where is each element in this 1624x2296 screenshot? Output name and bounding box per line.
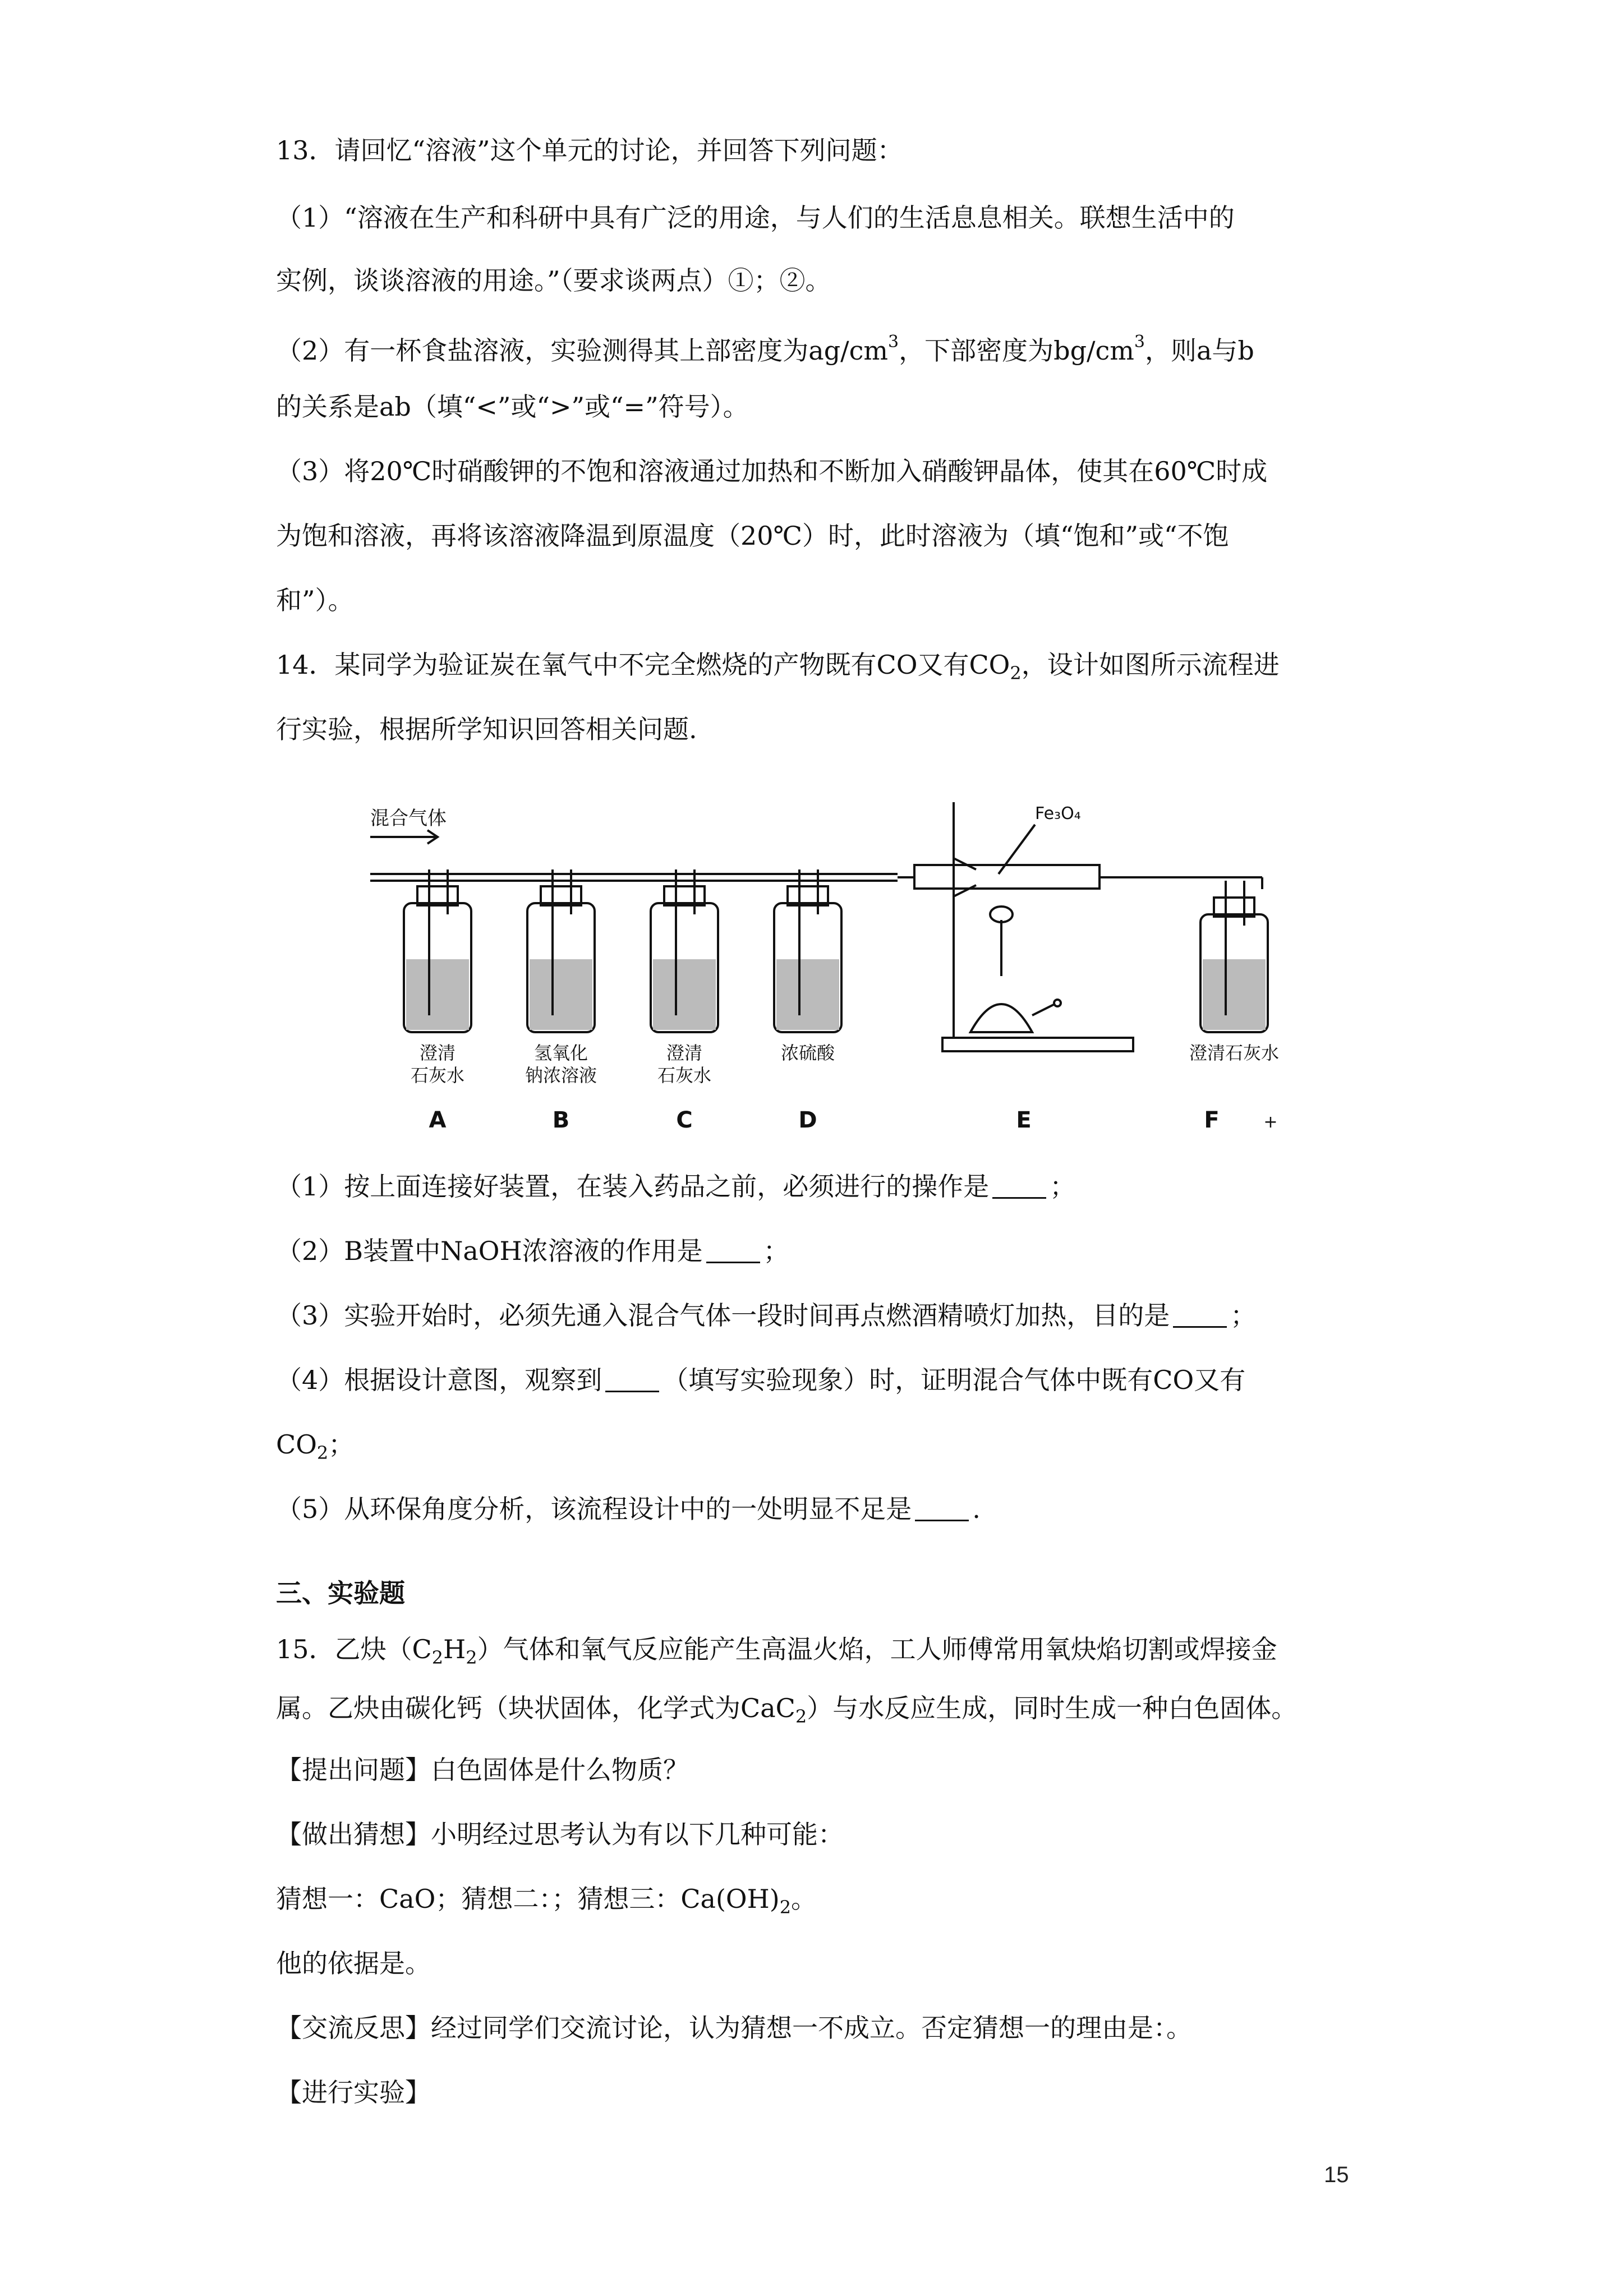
bottle-c-label2: 石灰水: [657, 1065, 712, 1086]
q15-experiment: 【进行实验】: [276, 2077, 431, 2108]
q14-line1: 14．某同学为验证炭在氧气中不完全燃烧的产物既有CO又有$CO_2$，设计如图所示流程进: [276, 650, 1280, 684]
q15-line2: 属。乙炔由碳化钙（块状固体，化学式为CaC$_2$）与水反应生成，同时生成一种白色固体。: [276, 1693, 1298, 1727]
letter-a: A: [429, 1107, 447, 1133]
letter-e: E: [1016, 1107, 1032, 1133]
q14-sub5: （5）从环保角度分析，该流程设计中的一处明显不足是 .: [276, 1494, 981, 1524]
q14-sub1: （1）按上面连接好装置，在装入药品之前，必须进行的操作是 ；: [276, 1171, 1076, 1202]
q14-sub4-line1: （4）根据设计意图，观察到 （填写实验现象）时，证明混合气体中既有CO又有: [276, 1365, 1246, 1395]
bottle-f-label1: 澄清石灰水: [1189, 1042, 1280, 1064]
answer-blank: [605, 1368, 659, 1392]
bottle-b-label1: 氢氧化: [533, 1042, 588, 1064]
q15-ask: 【提出问题】白色固体是什么物质？: [276, 1755, 689, 1785]
q13-part1-line1: （1）“溶液在生产和科研中具有广泛的用途，与人们的生活息息相关。联想生活中的: [276, 203, 1235, 233]
bottle-d: [774, 869, 841, 1032]
q15-reflect: 【交流反思】经过同学们交流讨论，认为猜想一不成立。否定猜想一的理由是：。: [276, 2013, 1192, 2043]
gas-label: 混合气体: [370, 807, 447, 830]
q13-part2-line2: 的关系是ab（填“<”或“>”或“=”符号）。: [276, 392, 749, 422]
q15-guess: 【做出猜想】小明经过思考认为有以下几种可能：: [276, 1819, 844, 1849]
q14-line2: 行实验，根据所学知识回答相关问题.: [276, 714, 697, 744]
bottle-a: [404, 869, 471, 1032]
q13-part3-line3: 和”）。: [276, 585, 354, 615]
page-number: 15: [1324, 2162, 1349, 2187]
bottle-b: [527, 869, 595, 1032]
q15-guesses: 猜想一：CaO；猜想二：；猜想三：$Ca(OH)_2$。: [276, 1884, 817, 1918]
answer-blank: [706, 1239, 760, 1263]
letter-c: C: [676, 1107, 693, 1133]
q14-sub3: （3）实验开始时，必须先通入混合气体一段时间再点燃酒精喷灯加热，目的是 ；: [276, 1300, 1257, 1331]
bottle-f: [1200, 881, 1268, 1032]
plus-mark: +: [1263, 1112, 1278, 1132]
bottle-b-label2: 钠浓溶液: [525, 1065, 597, 1086]
q13-part3-line1: （3）将20℃时硝酸钾的不饱和溶液通过加热和不断加入硝酸钾晶体，使其在60℃时成: [276, 456, 1268, 486]
bottle-a-label1: 澄清: [419, 1042, 456, 1064]
fe3o4-label: Fe₃O₄: [1035, 804, 1081, 823]
bottle-c-label1: 澄清: [666, 1042, 703, 1064]
answer-blank: [915, 1497, 969, 1521]
bottle-a-label2: 石灰水: [410, 1065, 465, 1086]
q13-title: 13．请回忆“溶液”这个单元的讨论，并回答下列问题：: [276, 135, 903, 165]
q15-line1: 15．乙炔$(C_2H_2)$气体和氧气反应能产生高温火焰，工人师傅常用氧炔焰切割或焊接金: [276, 1634, 1277, 1668]
letter-f: F: [1204, 1107, 1220, 1133]
q15-basis: 他的依据是。: [276, 1948, 431, 1978]
q13-part3-line2: 为饱和溶液，再将该溶液降温到原温度（20℃）时，此时溶液为（填“饱和”或“不饱: [276, 521, 1229, 551]
bottle-c: [651, 869, 718, 1032]
q14-sub2: （2）B装置中NaOH浓溶液的作用是 ；: [276, 1236, 789, 1266]
q13-part1-line2: 实例，谈谈溶液的用途。”（要求谈两点）①；②。: [276, 265, 831, 296]
letter-b: B: [552, 1107, 570, 1133]
q14-sub4-line2: $CO_2$；: [276, 1429, 355, 1464]
answer-blank: [992, 1175, 1046, 1199]
section-heading: 三、实验题: [276, 1578, 405, 1608]
bottle-d-label1: 浓硫酸: [780, 1042, 835, 1064]
answer-blank: [1173, 1304, 1227, 1328]
apparatus-diagram: [359, 791, 1301, 1139]
letter-d: D: [798, 1107, 817, 1133]
q13-part2-line1: （2）有一杯食盐溶液，实验测得其上部密度为$ag/cm^3$，下部密度为$bg/cm^3$，则a与b: [276, 332, 1254, 366]
